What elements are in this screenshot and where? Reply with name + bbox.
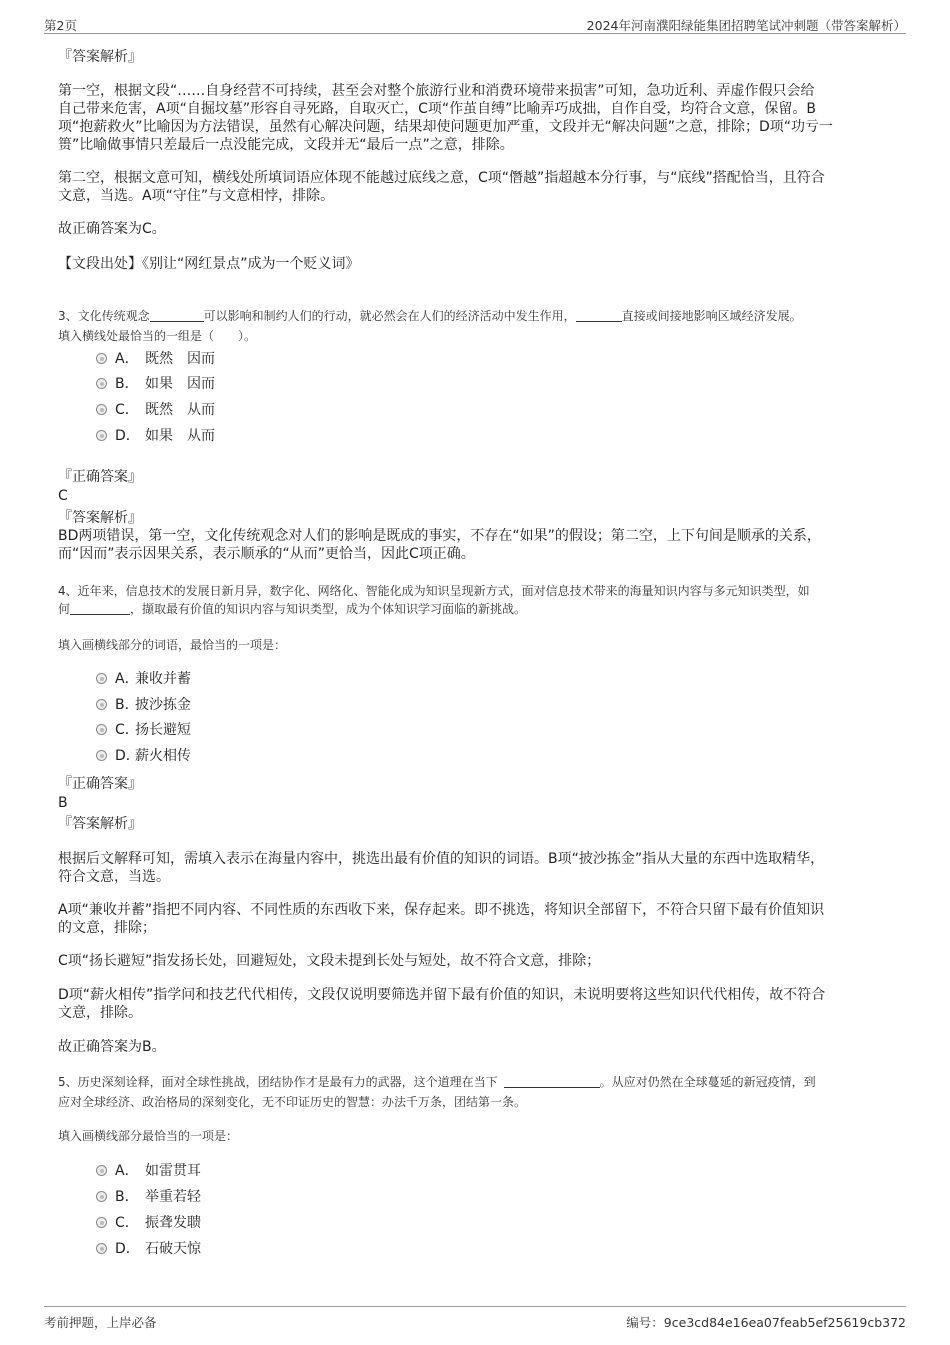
option-d[interactable]: D． 石破天惊	[96, 1240, 201, 1258]
question-prompt: 填入横线处最恰当的一组是（ ）。	[58, 329, 257, 343]
analysis-text: 自己带来危害，A项“自掘坟墓”形容自寻死路，自取灭亡，C项“作茧自缚”比喻弄巧成拙，自作自受，均符合文意，保留。B	[58, 101, 816, 117]
analysis-text: 第二空，根据文意可知，横线处所填词语应体现不能越过底线之意，C项“僭越”指超越本分行事，与“底线”搭配恰当，且符合	[58, 170, 825, 186]
page-number: 第2页	[44, 18, 77, 33]
stem-part: 。从应对仍然在全球蔓延的新冠疫情，到	[599, 1075, 816, 1089]
radio-icon[interactable]	[96, 750, 107, 761]
analysis-text: 符合文意，当选。	[58, 869, 170, 885]
analysis-heading: 『答案解析』	[58, 49, 142, 65]
analysis-text: 文意，当选。A项“守住”与文意相悖，排除。	[58, 188, 335, 204]
analysis-text: 而“因而”表示因果关系，表示顺承的“从而”更恰当，因此C项正确。	[58, 546, 475, 562]
stem-part: 可以影响和制约人们的行动，就必然会在人们的经济活动中发生作用，	[203, 309, 576, 323]
analysis-text: C项“扬长避短”指发扬长处，回避短处，文段未提到长处与短处，故不符合文意，排除；	[58, 953, 601, 969]
question-stem	[58, 600, 526, 618]
header-divider	[44, 33, 906, 34]
document-id: 编号：9ce3cd84e16ea07feab5ef25619cb372	[626, 1315, 906, 1330]
option-b[interactable]: B． 如果 因而	[96, 375, 215, 393]
stem-part: 3、文化传统观念	[58, 309, 150, 323]
answer-blank	[576, 309, 622, 322]
analysis-text: D项“薪火相传”指学问和技艺代代相传，文段仅说明要筛选并留下最有价值的知识，未说明要将这些知识代代相传，故不符合	[58, 987, 826, 1003]
radio-icon[interactable]	[96, 699, 107, 710]
answer-heading: 『正确答案』	[58, 776, 142, 792]
question-stem: 应对全球经济、政治格局的深刻变化，无不印证历史的智慧：办法千万条，团结第一条。	[58, 1095, 527, 1109]
radio-icon[interactable]	[96, 1165, 107, 1176]
answer-blank	[504, 1075, 600, 1088]
option-d[interactable]: D． 如果 从而	[96, 427, 215, 445]
question-prompt: 填入画横线部分最恰当的一项是：	[58, 1129, 239, 1143]
question-stem	[58, 307, 802, 325]
option-a[interactable]: A． 既然 因而	[96, 350, 215, 368]
question-prompt: 填入画横线部分的词语，最恰当的一项是：	[58, 638, 287, 652]
radio-icon[interactable]	[96, 430, 107, 441]
option-b[interactable]: B．披沙拣金	[96, 696, 191, 714]
option-c[interactable]: C． 振聋发聩	[96, 1214, 201, 1232]
option-c[interactable]: C．扬长避短	[96, 721, 191, 739]
document-title: 2024年河南濮阳绿能集团招聘笔试冲刺题（带答案解析）	[586, 18, 906, 33]
answer-blank	[150, 309, 204, 322]
radio-icon[interactable]	[96, 404, 107, 415]
radio-icon[interactable]	[96, 1243, 107, 1254]
stem-part: 5、历史深刻诠释，面对全球性挑战，团结协作才是最有力的武器，这个道理在当下	[58, 1075, 498, 1089]
radio-icon[interactable]	[96, 724, 107, 735]
radio-icon[interactable]	[96, 1191, 107, 1202]
source-text: 【文段出处】《别让“网红景点”成为一个贬义词》	[58, 256, 360, 272]
option-c[interactable]: C． 既然 从而	[96, 401, 215, 419]
radio-icon[interactable]	[96, 378, 107, 389]
analysis-text: BD两项错误，第一空，文化传统观念对人们的影响是既成的事实，不存在“如果”的假设；第二空，上下句间是顺承的关系，	[58, 528, 821, 544]
analysis-text: 篑”比喻做事情只差最后一点没能完成，文段并无“最后一点”之意，排除。	[58, 137, 514, 153]
correct-answer: B	[58, 795, 68, 811]
analysis-text: 文意，排除。	[58, 1005, 142, 1021]
footer-slogan: 考前押题，上岸必备	[44, 1315, 157, 1330]
analysis-heading: 『答案解析』	[58, 816, 142, 832]
analysis-text: 根据后文解释可知，需填入表示在海量内容中，挑选出最有价值的知识的词语。B项“披沙拣金”指从大量的东西中选取精华，	[58, 851, 825, 867]
correct-answer: C	[58, 488, 68, 504]
option-a[interactable]: A．兼收并蓄	[96, 670, 191, 688]
radio-icon[interactable]	[96, 353, 107, 364]
analysis-text: 的文意，排除；	[58, 920, 156, 936]
conclusion-text: 故正确答案为B。	[58, 1039, 166, 1055]
option-a[interactable]: A． 如雷贯耳	[96, 1162, 201, 1180]
question-stem	[58, 1073, 816, 1091]
answer-blank	[70, 602, 130, 615]
answer-heading: 『正确答案』	[58, 469, 142, 485]
footer-divider	[44, 1306, 906, 1307]
option-d[interactable]: D．薪火相传	[96, 747, 191, 765]
stem-part: ，撷取最有价值的知识内容与知识类型，成为个体知识学习面临的新挑战。	[130, 602, 527, 616]
conclusion-text: 故正确答案为C。	[58, 221, 166, 237]
radio-icon[interactable]	[96, 1217, 107, 1228]
analysis-text: A项“兼收并蓄”指把不同内容、不同性质的东西收下来，保存起来。即不挑选，将知识全部留下，不符合只留下最有价值知识	[58, 902, 825, 918]
stem-part: 何	[58, 602, 71, 616]
analysis-heading: 『答案解析』	[58, 510, 142, 526]
question-stem: 4、近年来，信息技术的发展日新月异，数字化、网络化、智能化成为知识呈现新方式，面对信息技术带来的海量知识内容与多元知识类型，如	[58, 584, 810, 598]
stem-part: 直接或间接地影响区域经济发展。	[621, 309, 802, 323]
analysis-text: 项“抱薪救火”比喻因为方法错误，虽然有心解决问题，结果却使问题更加严重，文段并无“解决问题”之意，排除；D项“功亏一	[58, 119, 834, 135]
analysis-text: 第一空，根据文段“……自身经营不可持续，甚至会对整个旅游行业和消费环境带来损害”可知，急功近利、弄虚作假只会给	[58, 83, 815, 99]
option-b[interactable]: B． 举重若轻	[96, 1188, 201, 1206]
radio-icon[interactable]	[96, 673, 107, 684]
